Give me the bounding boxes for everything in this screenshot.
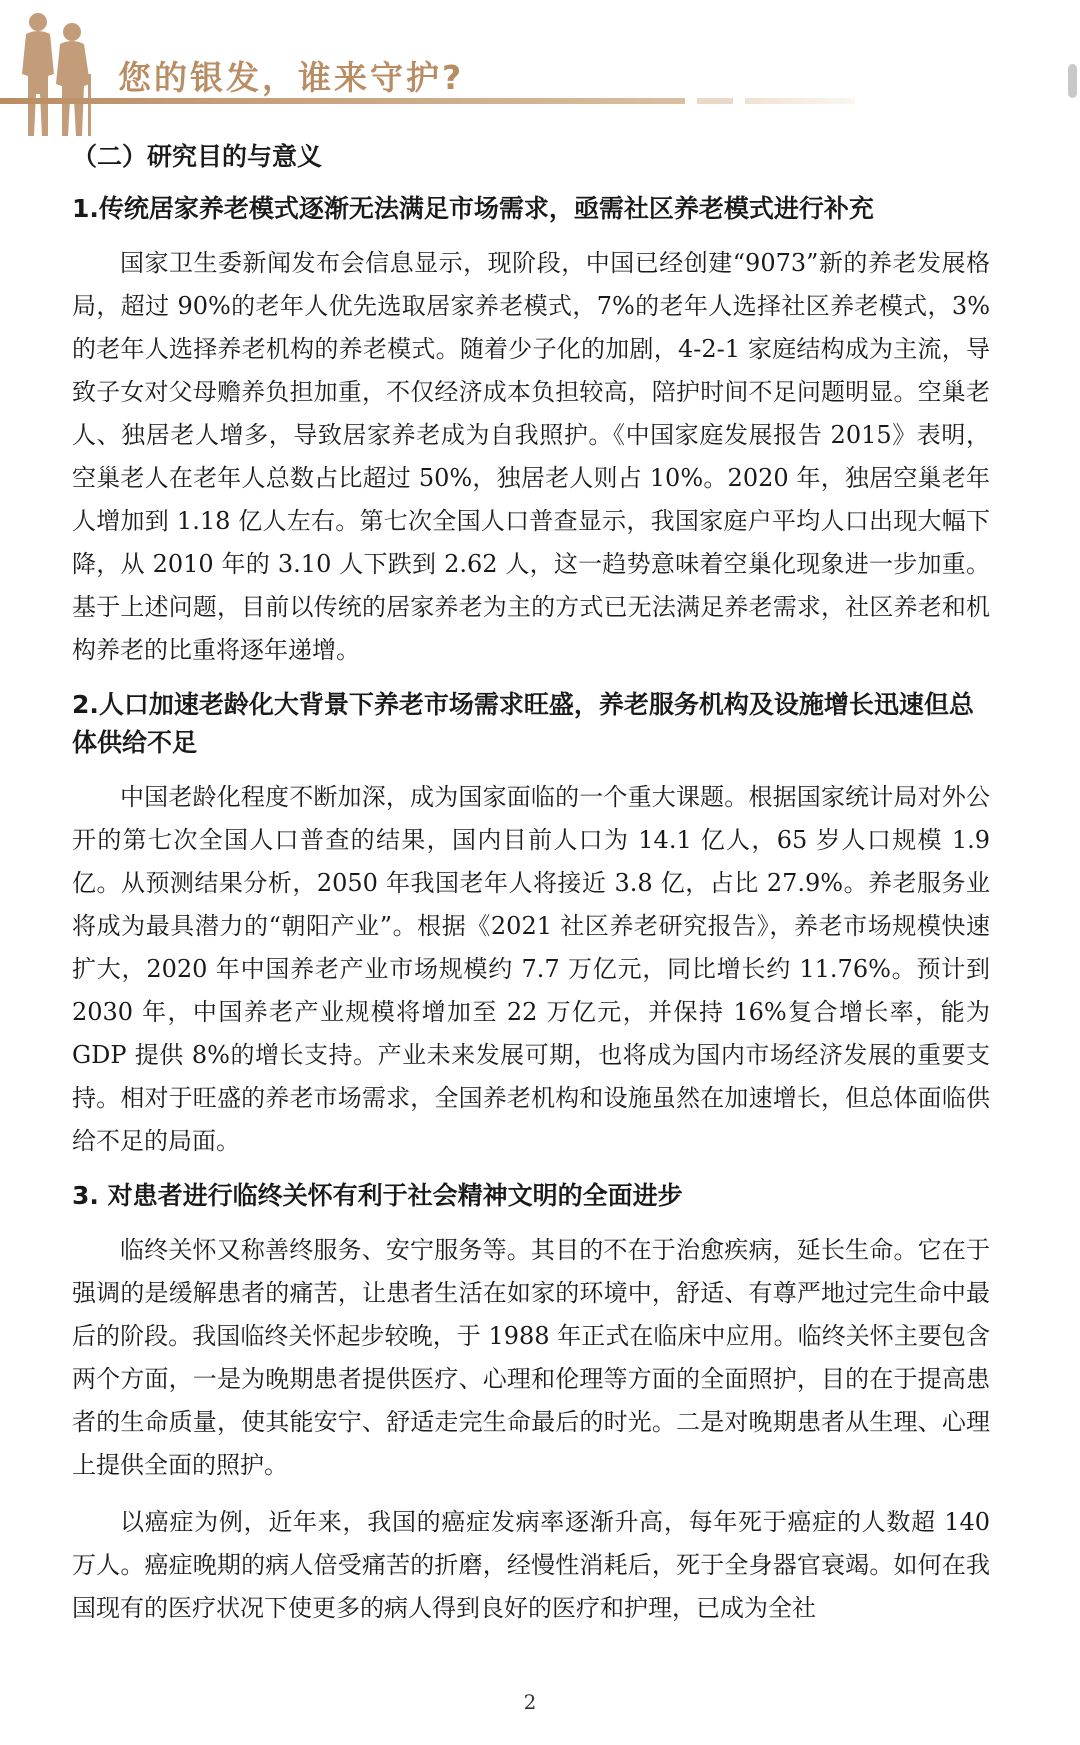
page-header [0, 0, 1080, 160]
body-paragraph: 临终关怀又称善终服务、安宁服务等。其目的不在于治愈疾病，延长生命。它在于强调的是缓解患者的痛苦，让患者生活在如家的环境中，舒适、有尊严地过完生命中最后的阶段。我国临终关怀起步较晚，于 1988 年正式在临床中应用。临终关怀主要包含两个方面，一是为晚期患者提供医疗、心理和伦理等方面的全面照护，目的在于提高患者的生命质量，使其能安宁、舒适走完生命最后的时光。二是对晚期患者从生理、心理上提供全面的照护。 [72, 1236, 990, 1479]
section-heading: 2.人口加速老龄化大背景下养老市场需求旺盛，养老服务机构及设施增长迅速但总体供给不足 [72, 690, 974, 757]
body-paragraph: 以癌症为例，近年来，我国的癌症发病率逐渐升高，每年死于癌症的人数超 140 万人。癌症晚期的病人倍受痛苦的折磨，经慢性消耗后，死于全身器官衰竭。如何在我国现有的医疗状况下使更多的病人得到良好的医疗和护理，已成为全社 [72, 1508, 990, 1622]
section-heading: 3. 对患者进行临终关怀有利于社会精神文明的全面进步 [72, 1181, 683, 1210]
elderly-couple-silhouette-icon [8, 4, 108, 144]
header-divider [0, 98, 685, 104]
scrollbar-thumb[interactable] [1068, 64, 1077, 98]
section-heading: （二）研究目的与意义 [72, 142, 323, 171]
header-title: 您的银发，谁来守护? [118, 58, 465, 97]
page-number: 2 [523, 1690, 537, 1714]
body-paragraph: 国家卫生委新闻发布会信息显示，现阶段，中国已经创建“9073”新的养老发展格局，超过 90%的老年人优先选取居家养老模式，7%的老年人选择社区养老模式，3%的老年人选择养老机构的养老模式。随着少子化的加剧，4-2-1 家庭结构成为主流，导致子女对父母赡养负担加重，不仅经济成本负担较高，陪护时间不足问题明显。空巢老人、独居老人增多，导致居家养老成为自我照护。《中国家庭发展报告 2015》表明，空巢老人在老年人总数占比超过 50%，独居老人则占 10%。2020 年，独居空巢老年人增加到 1.18 亿人左右。第七次全国人口普查显示，我国家庭户平均人口出现大幅下降，从 2010 年的 3.10 人下跌到 2.62 人，这一趋势意味着空巢化现象进一步加重。基于上述问题，目前以传统的居家养老为主的方式已无法满足养老需求，社区养老和机构养老的比重将逐年递增。 [72, 249, 990, 664]
header-divider-fade [745, 98, 855, 104]
body-paragraph: 中国老龄化程度不断加深，成为国家面临的一个重大课题。根据国家统计局对外公开的第七次全国人口普查的结果，国内目前人口为 14.1 亿人，65 岁人口规模 1.9 亿。从预测结果分析，2050 年我国老年人将接近 3.8 亿，占比 27.9%。养老服务业将成为最具潜力的“朝阳产业”。根据《2021 社区养老研究报告》，养老市场规模快速扩大，2020 年中国养老产业市场规模约 7.7 万亿元，同比增长约 11.76%。预计到 2030 年，中国养老产业规模将增加至 22 万亿元，并保持 16%复合增长率，能为 GDP 提供 8%的增长支持。产业未来发展可期，也将成为国内市场经济发展的重要支持。相对于旺盛的养老市场需求，全国养老机构和设施虽然在加速增长，但总体面临供给不足的局面。 [72, 783, 990, 1155]
section-heading: 1.传统居家养老模式逐渐无法满足市场需求，亟需社区养老模式进行补充 [72, 194, 874, 223]
header-divider-segment [697, 98, 733, 104]
document-body [72, 138, 990, 1644]
